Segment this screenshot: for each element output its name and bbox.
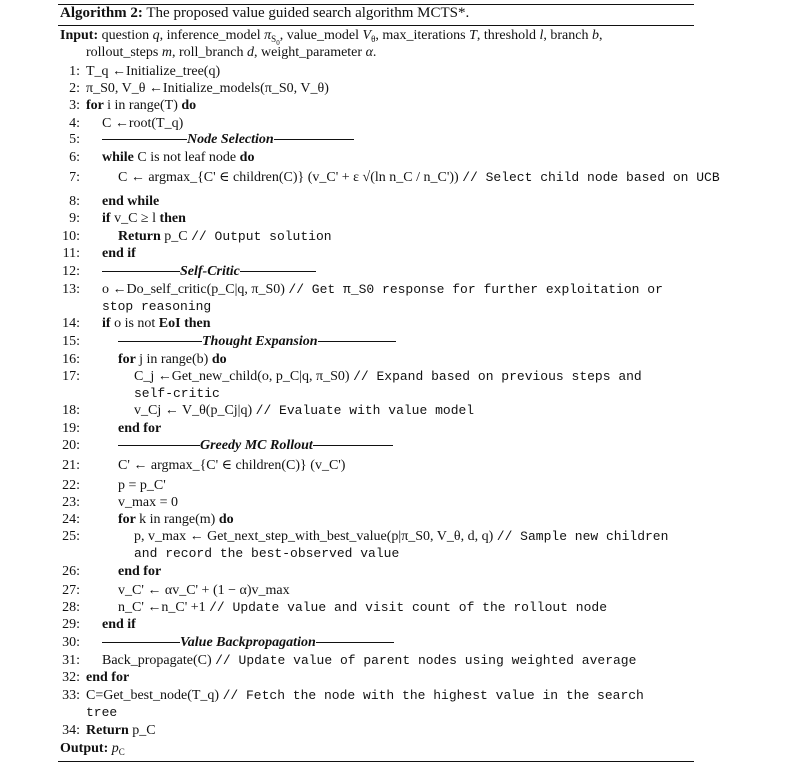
- comment: // Output solution: [191, 229, 332, 244]
- algorithm-line: [102, 635, 394, 651]
- line-number: 12:: [62, 264, 80, 279]
- keyword: end for: [118, 421, 162, 436]
- section-rule-left: [102, 271, 180, 272]
- statement: π_S0, V_θ ←Initialize_models(π_S0, V_θ): [86, 81, 329, 96]
- line-number: 27:: [62, 583, 80, 598]
- bottom-rule: [58, 761, 694, 762]
- statement: C ← argmax_{C' ∈ children(C)} (v_C' + ε √(ln n_C / n_C')): [118, 170, 459, 185]
- keyword: end if: [102, 617, 136, 632]
- algorithm-title: Algorithm 2: The proposed value guided search algorithm MCTS*.: [60, 5, 470, 21]
- comment: // Evaluate with value model: [255, 403, 475, 418]
- keyword: do: [211, 352, 227, 367]
- section-rule-right: [240, 271, 316, 272]
- statement: j in range(b): [139, 352, 209, 367]
- line-number: 10:: [62, 229, 80, 244]
- algorithm-line: [102, 150, 254, 166]
- algorithm-line: [86, 688, 644, 704]
- keyword: end for: [118, 564, 162, 579]
- statement: C ←root(T_q): [102, 116, 184, 131]
- line-number: 18:: [62, 403, 80, 418]
- line-number: 5:: [69, 132, 80, 147]
- statement: n_C' ←n_C' +1: [118, 600, 206, 615]
- section-rule-left: [102, 139, 187, 140]
- algorithm-line: [86, 670, 129, 686]
- statement: C' ← argmax_{C' ∈ children(C)} (v_C'): [118, 458, 346, 473]
- comment: // Update value of parent nodes using weighted average: [215, 653, 637, 668]
- line-number: 33:: [62, 688, 80, 703]
- algorithm-line: [86, 81, 329, 97]
- algorithm-line: [86, 64, 220, 80]
- algorithm-line: [102, 316, 211, 332]
- keyword: end if: [102, 246, 136, 261]
- keyword: do: [218, 512, 234, 527]
- line-number: 32:: [62, 670, 80, 685]
- algorithm-line: [118, 352, 227, 368]
- keyword: if: [102, 316, 115, 331]
- statement: C_j ←Get_new_child(o, p_C|q, π_S0): [134, 369, 350, 384]
- keyword: end for: [86, 670, 130, 685]
- line-number: 16:: [62, 352, 80, 367]
- algorithm-line: [118, 478, 166, 494]
- section-rule-left: [118, 341, 202, 342]
- keyword: then: [159, 211, 186, 226]
- statement: p_C: [132, 723, 156, 738]
- algorithm-line: [102, 132, 354, 148]
- keyword: Return: [86, 723, 133, 738]
- statement: v_Cj ← V_θ(p_Cj|q): [134, 403, 253, 418]
- algorithm-line: [118, 229, 332, 245]
- section-rule-right: [274, 139, 354, 140]
- statement: i in range(T): [107, 98, 178, 113]
- statement: v_C' ← αv_C' + (1 − α)v_max: [118, 583, 290, 598]
- statement: v_max = 0: [118, 495, 178, 510]
- algorithm-line: [134, 529, 668, 545]
- algorithm-line: [118, 458, 345, 474]
- algorithm-line: [118, 512, 234, 528]
- algorithm-line: [134, 369, 642, 385]
- algorithm-line: [102, 617, 136, 633]
- comment: // Expand based on previous steps and: [353, 369, 642, 384]
- algorithm-line: [134, 403, 474, 419]
- statement: Back_propagate(C): [102, 653, 212, 668]
- algorithm-line: [102, 246, 136, 262]
- statement: C is not leaf node: [137, 150, 237, 165]
- title-rule: [58, 25, 694, 26]
- line-number: 4:: [69, 116, 80, 131]
- comment: // Get π_S0 response for further exploitation or: [288, 282, 663, 297]
- comment: // Select child node based on UCB: [462, 170, 720, 185]
- section-heading: Self-Critic: [180, 264, 240, 279]
- input-line-1: Input: question q, inference_model $\pi_{S_0}$, value_model $V_\theta$, max_iterations T, threshold l, branch b,: [60, 28, 603, 47]
- keyword: do: [239, 150, 255, 165]
- comment-continuation: and record the best-observed value: [134, 546, 400, 561]
- keyword: for: [118, 352, 140, 367]
- line-number: 17:: [62, 369, 80, 384]
- line-number: 30:: [62, 635, 80, 650]
- comment-continuation: tree: [86, 705, 118, 720]
- keyword: for: [86, 98, 108, 113]
- section-heading: Greedy MC Rollout: [200, 438, 313, 453]
- algorithm-line: [86, 98, 196, 114]
- comment: // Update value and visit count of the rollout node: [209, 600, 607, 615]
- line-number: 24:: [62, 512, 80, 527]
- line-number: 22:: [62, 478, 80, 493]
- keyword: EoI then: [158, 316, 211, 331]
- comment: // Sample new children: [496, 529, 669, 544]
- line-number: 21:: [62, 458, 80, 473]
- algorithm-line: [118, 334, 396, 350]
- line-number: 13:: [62, 282, 80, 297]
- line-number: 25:: [62, 529, 80, 544]
- section-heading: Value Backpropagation: [180, 635, 316, 650]
- statement: o is not: [114, 316, 156, 331]
- line-number: 19:: [62, 421, 80, 436]
- line-number: 7:: [69, 170, 80, 185]
- line-number: 8:: [69, 194, 80, 209]
- line-number: 20:: [62, 438, 80, 453]
- algorithm-line: [118, 583, 290, 599]
- line-number: 14:: [62, 316, 80, 331]
- keyword: end while: [102, 194, 160, 209]
- statement: k in range(m): [139, 512, 216, 527]
- input-line-2: rollout_steps m, roll_branch d, weight_parameter α.: [86, 45, 377, 60]
- line-number: 6:: [69, 150, 80, 165]
- algorithm-line: [118, 421, 161, 437]
- line-number: 34:: [62, 723, 80, 738]
- algorithm-line: [102, 653, 636, 669]
- output-line: Output: $p_C$: [60, 741, 125, 757]
- statement: T_q ←Initialize_tree(q): [86, 64, 221, 79]
- statement: o ←Do_self_critic(p_C|q, π_S0): [102, 282, 285, 297]
- line-number: 28:: [62, 600, 80, 615]
- line-number: 15:: [62, 334, 80, 349]
- algorithm-line: [102, 264, 316, 280]
- algorithm-line: [118, 438, 393, 454]
- algorithm-line: [118, 564, 161, 580]
- comment-continuation: stop reasoning: [102, 299, 212, 314]
- statement: p = p_C': [118, 478, 166, 493]
- algorithm-line: [102, 194, 159, 210]
- section-rule-right: [313, 445, 393, 446]
- statement: v_C ≥ l: [114, 211, 156, 226]
- section-rule-right: [318, 341, 396, 342]
- line-number: 9:: [69, 211, 80, 226]
- line-number: 2:: [69, 81, 80, 96]
- line-number: 29:: [62, 617, 80, 632]
- section-rule-left: [118, 445, 200, 446]
- algorithm-line: [86, 723, 156, 739]
- keyword: Return: [118, 229, 165, 244]
- statement: p_C: [164, 229, 188, 244]
- algorithm-line: [118, 600, 607, 616]
- algorithm-line: [102, 282, 663, 298]
- keyword: for: [118, 512, 140, 527]
- comment-continuation: self-critic: [134, 386, 220, 401]
- algorithm-line: [102, 211, 186, 227]
- comment: // Fetch the node with the highest value in the search: [222, 688, 644, 703]
- line-number: 31:: [62, 653, 80, 668]
- statement: C=Get_best_node(T_q): [86, 688, 220, 703]
- section-heading: Node Selection: [187, 132, 274, 147]
- keyword: if: [102, 211, 115, 226]
- line-number: 3:: [69, 98, 80, 113]
- algorithm-line: [118, 495, 178, 511]
- line-number: 26:: [62, 564, 80, 579]
- line-number: 23:: [62, 495, 80, 510]
- statement: p, v_max ← Get_next_step_with_best_value(p|π_S0, V_θ, d, q): [134, 529, 494, 544]
- keyword: do: [181, 98, 197, 113]
- algorithm-line: [102, 116, 183, 132]
- section-rule-right: [316, 642, 394, 643]
- section-heading: Thought Expansion: [202, 334, 318, 349]
- keyword: while: [102, 150, 138, 165]
- algorithm-line: [118, 170, 720, 186]
- line-number: 1:: [69, 64, 80, 79]
- line-number: 11:: [62, 246, 80, 261]
- section-rule-left: [102, 642, 180, 643]
